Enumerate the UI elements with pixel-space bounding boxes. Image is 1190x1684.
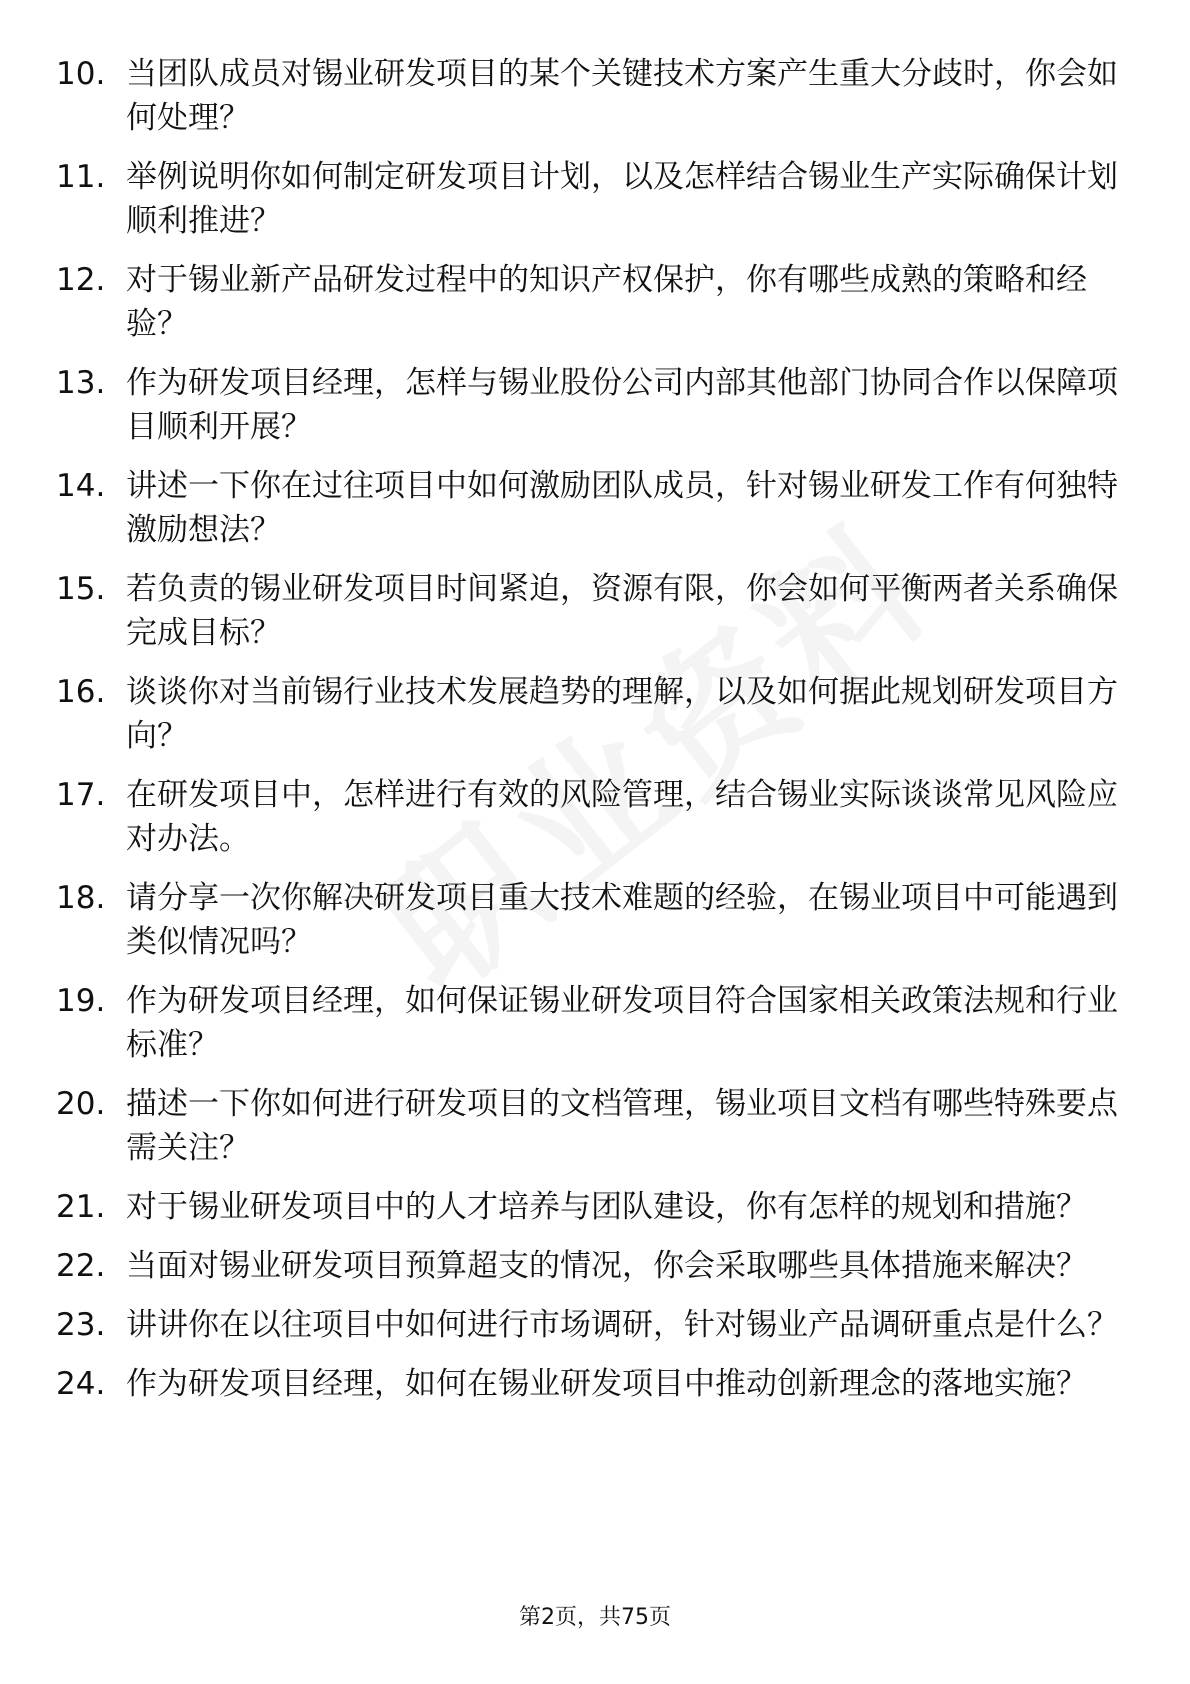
question-number: 17. (56, 777, 106, 813)
question-text: 若负责的锡业研发项目时间紧迫，资源有限，你会如何平衡两者关系确保完成目标？ (126, 571, 1118, 651)
question-text: 对于锡业新产品研发过程中的知识产权保护，你有哪些成熟的策略和经验？ (126, 262, 1087, 342)
question-number: 22. (56, 1248, 106, 1284)
question-number: 23. (56, 1307, 106, 1343)
question-number: 12. (56, 262, 106, 298)
question-text: 当团队成员对锡业研发项目的某个关键技术方案产生重大分歧时，你会如何处理？ (126, 56, 1118, 136)
question-text: 作为研发项目经理，如何保证锡业研发项目符合国家相关政策法规和行业标准？ (126, 983, 1118, 1063)
question-item (56, 979, 1136, 1067)
question-item (56, 1303, 1136, 1347)
question-number: 15. (56, 571, 106, 607)
question-text: 作为研发项目经理，怎样与锡业股份公司内部其他部门协同合作以保障项目顺利开展？ (126, 365, 1118, 445)
question-text: 当面对锡业研发项目预算超支的情况，你会采取哪些具体措施来解决？ (126, 1248, 1087, 1284)
question-number: 24. (56, 1366, 106, 1402)
question-number: 21. (56, 1189, 106, 1225)
question-text: 描述一下你如何进行研发项目的文档管理，锡业项目文档有哪些特殊要点需关注？ (126, 1086, 1118, 1166)
question-item (56, 670, 1136, 758)
question-item (56, 1185, 1136, 1229)
question-item (56, 1244, 1136, 1288)
question-text: 请分享一次你解决研发项目重大技术难题的经验，在锡业项目中可能遇到类似情况吗？ (126, 880, 1118, 960)
question-number: 19. (56, 983, 106, 1019)
question-item (56, 1082, 1136, 1170)
question-item (56, 1362, 1136, 1406)
question-number: 16. (56, 674, 106, 710)
question-text: 在研发项目中，怎样进行有效的风险管理，结合锡业实际谈谈常见风险应对办法。 (126, 777, 1118, 857)
question-item (56, 258, 1136, 346)
question-text: 讲讲你在以往项目中如何进行市场调研，针对锡业产品调研重点是什么？ (126, 1307, 1118, 1343)
question-number: 14. (56, 468, 106, 504)
question-text: 作为研发项目经理，如何在锡业研发项目中推动创新理念的落地实施？ (126, 1366, 1087, 1402)
question-text: 讲述一下你在过往项目中如何激励团队成员，针对锡业研发工作有何独特激励想法？ (126, 468, 1118, 548)
question-item (56, 876, 1136, 964)
question-item (56, 464, 1136, 552)
question-list (56, 52, 1136, 1421)
question-number: 13. (56, 365, 106, 401)
question-number: 11. (56, 159, 106, 195)
question-text: 举例说明你如何制定研发项目计划，以及怎样结合锡业生产实际确保计划顺利推进？ (126, 159, 1118, 239)
question-text: 对于锡业研发项目中的人才培养与团队建设，你有怎样的规划和措施？ (126, 1189, 1087, 1225)
question-item (56, 155, 1136, 243)
page-footer: 第2页，共75页 (519, 1605, 671, 1630)
question-item (56, 52, 1136, 140)
question-text: 谈谈你对当前锡行业技术发展趋势的理解，以及如何据此规划研发项目方向？ (126, 674, 1118, 754)
question-number: 10. (56, 56, 106, 92)
question-number: 18. (56, 880, 106, 916)
question-item (56, 773, 1136, 861)
question-item (56, 361, 1136, 449)
question-item (56, 567, 1136, 655)
question-number: 20. (56, 1086, 106, 1122)
